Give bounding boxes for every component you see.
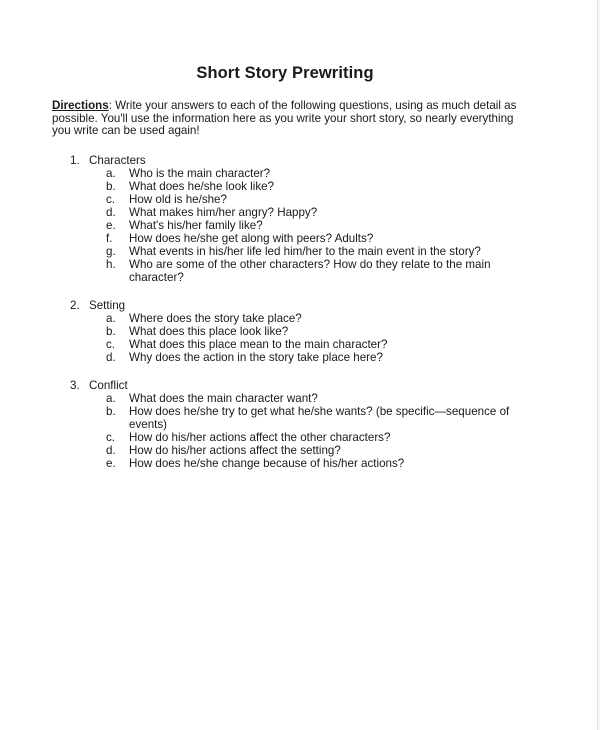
- question-item: [106, 206, 540, 219]
- question-text: Who is the main character?: [129, 167, 271, 180]
- question-text: How old is he/she?: [129, 193, 227, 206]
- question-text: What events in his/her life led him/her to the main event in the story?: [129, 245, 481, 258]
- question-item: [106, 312, 540, 325]
- question-item: [106, 219, 540, 232]
- question-letter: e.: [106, 219, 116, 232]
- question-item: [106, 232, 540, 245]
- section-title: Setting: [89, 299, 126, 312]
- section-number: 2.: [70, 299, 80, 312]
- question-text: How do his/her actions affect the setting?: [129, 444, 341, 457]
- question-text: How does he/she get along with peers? Adults?: [129, 232, 374, 245]
- question-text: What does this place look like?: [129, 325, 289, 338]
- question-letter: b.: [106, 325, 116, 338]
- question-letter: c.: [106, 431, 116, 444]
- section-number: 1.: [70, 154, 80, 167]
- section-heading: [70, 379, 540, 392]
- question-text: What's his/her family like?: [129, 219, 263, 232]
- question-letter: e.: [106, 457, 116, 470]
- section-characters: [70, 154, 540, 284]
- question-text: How do his/her actions affect the other characters?: [129, 431, 391, 444]
- question-list: [70, 167, 540, 284]
- question-item: [106, 405, 540, 431]
- question-item: [106, 193, 540, 206]
- question-text: What does this place mean to the main character?: [129, 338, 388, 351]
- question-text: Who are some of the other characters? How do they relate to the main character?: [129, 258, 491, 284]
- question-text: How does he/she try to get what he/she wants? (be specific—sequence of events): [129, 405, 510, 431]
- question-item: [106, 325, 540, 338]
- question-item: [106, 245, 540, 258]
- section-heading: [70, 299, 540, 312]
- question-item: [106, 457, 540, 470]
- question-letter: b.: [106, 405, 116, 418]
- question-item: [106, 180, 540, 193]
- question-letter: d.: [106, 206, 116, 219]
- directions-paragraph: [52, 100, 522, 138]
- question-text: What does he/she look like?: [129, 180, 275, 193]
- question-letter: b.: [106, 180, 116, 193]
- question-item: [106, 351, 540, 364]
- question-item: [106, 431, 540, 444]
- question-letter: a.: [106, 392, 116, 405]
- question-list: [70, 392, 540, 470]
- question-letter: c.: [106, 193, 116, 206]
- question-letter: d.: [106, 351, 116, 364]
- section-number: 3.: [70, 379, 80, 392]
- question-text: How does he/she change because of his/her actions?: [129, 457, 405, 470]
- section-title: Conflict: [89, 379, 128, 392]
- question-letter: a.: [106, 312, 116, 325]
- question-item: [106, 258, 540, 284]
- section-heading: [70, 154, 540, 167]
- question-text: Where does the story take place?: [129, 312, 302, 325]
- question-text: Why does the action in the story take place here?: [129, 351, 383, 364]
- question-list: [70, 312, 540, 364]
- question-letter: c.: [106, 338, 116, 351]
- question-item: [106, 338, 540, 351]
- question-letter: g.: [106, 245, 116, 258]
- question-sections: [70, 154, 540, 485]
- section-title: Characters: [89, 154, 146, 167]
- question-item: [106, 444, 540, 457]
- question-item: [106, 167, 540, 180]
- question-letter: a.: [106, 167, 116, 180]
- question-item: [106, 392, 540, 405]
- directions-label: Directions: [52, 99, 109, 112]
- section-setting: [70, 299, 540, 364]
- question-text: What makes him/her angry? Happy?: [129, 206, 318, 219]
- question-text: What does the main character want?: [129, 392, 318, 405]
- section-conflict: [70, 379, 540, 470]
- directions-text: : Write your answers to each of the following questions, using as much detail as possible. You'll use the information here as you write your short story, so nearly everything you write can be used again!: [52, 99, 517, 137]
- question-letter: h.: [106, 258, 116, 271]
- page-title: Short Story Prewriting: [196, 64, 374, 82]
- question-letter: f.: [106, 232, 113, 245]
- question-letter: d.: [106, 444, 116, 457]
